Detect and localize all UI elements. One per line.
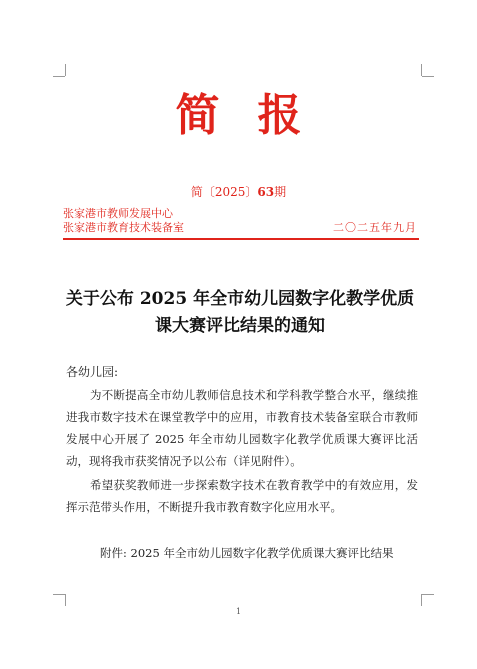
brief-title: 简报	[175, 90, 340, 141]
issue-date: 二〇二五年九月	[333, 221, 417, 234]
issue-number-line	[0, 183, 477, 201]
salutation: 各幼儿园:	[66, 365, 119, 379]
crop-mark-top-right-h	[422, 76, 434, 77]
issue-number: 63	[257, 185, 275, 199]
issue-prefix: 简〔2025〕	[190, 185, 258, 199]
body-paragraph-1: 为不断提高全市幼儿教师信息技术和学科教学整合水平，继续推进我市数字技术在课堂教学中的应用，市教育技术装备室联合市教师发展中心开展了 2025 年全市幼儿园数字化教学优质课大赛评比活动，现将我市获奖情况予以公布（详见附件）。	[66, 388, 418, 468]
issue-suffix: 期	[274, 185, 287, 199]
issuing-org-1: 张家港市教师发展中心	[63, 207, 173, 220]
notice-title-line-2: 课大赛评比结果的通知	[155, 316, 325, 336]
crop-mark-top-right-v	[421, 64, 422, 76]
crop-mark-top-left-v	[65, 64, 66, 76]
attachment-note: 附件: 2025 年全市幼儿园数字化教学优质课大赛评比结果	[100, 546, 394, 560]
issuing-org-2: 张家港市教育技术装备室	[63, 221, 184, 234]
page-number: 1	[235, 607, 242, 616]
crop-mark-bottom-right-h	[422, 594, 434, 595]
red-divider-line	[63, 238, 419, 240]
crop-mark-top-left-h	[53, 76, 65, 77]
notice-title-line-1: 关于公布 2025 年全市幼儿园数字化教学优质	[65, 289, 415, 309]
crop-mark-bottom-left-v	[65, 594, 66, 606]
crop-mark-bottom-left-h	[53, 594, 65, 595]
body-paragraph-2: 希望获奖教师进一步探索数字技术在教育教学中的有效应用，发挥示范带头作用，不断提升我市教育数字化应用水平。	[66, 478, 418, 514]
notice-title	[50, 286, 430, 340]
crop-mark-bottom-right-v	[421, 594, 422, 606]
